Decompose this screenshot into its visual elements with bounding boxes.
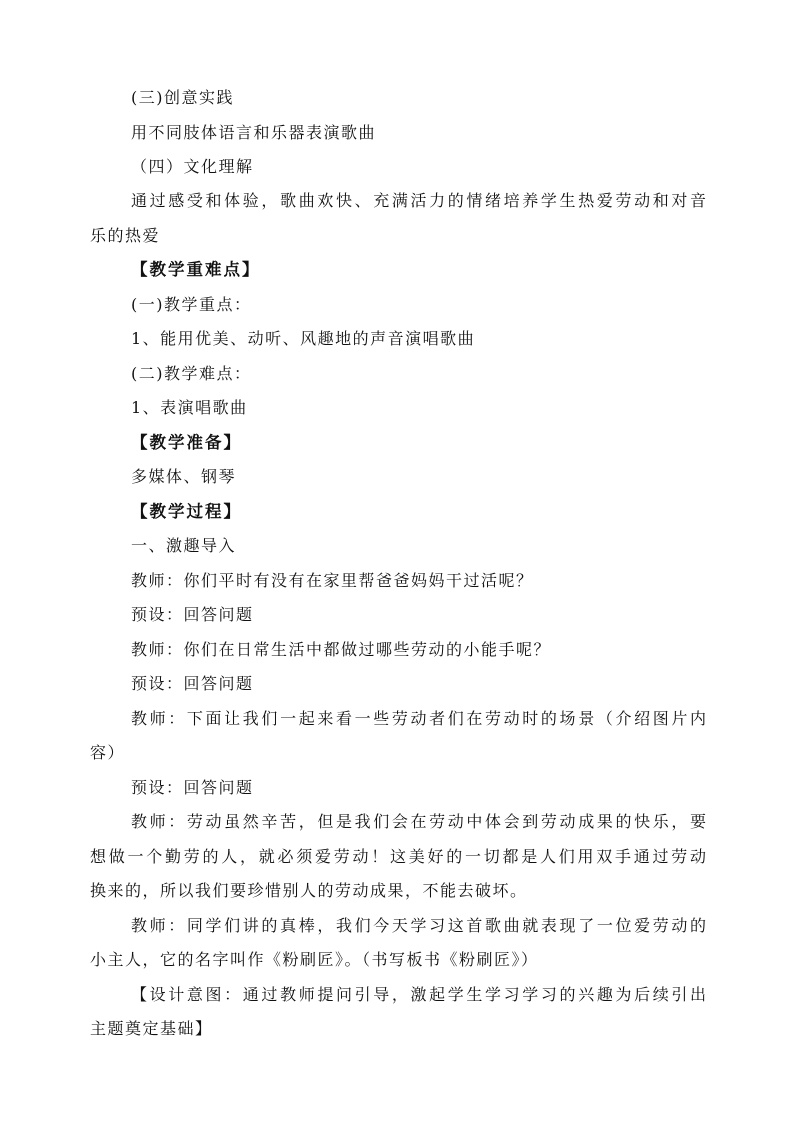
heading-key-difficult-points: 【教学重难点】	[131, 260, 261, 279]
subheading-intro: 一、激趣导入	[131, 536, 237, 555]
subheading-difficult-points: (二)教学难点：	[131, 364, 252, 383]
dialogue-line: 教师：你们平时有没有在家里帮爸爸妈妈干过活呢？	[131, 571, 534, 590]
list-item: 1、表演唱歌曲	[131, 398, 248, 417]
heading-teaching-preparation: 【教学准备】	[131, 433, 242, 452]
design-intent-line: 主题奠定基础】	[90, 1019, 213, 1038]
design-intent-line: 【设计意图：通过教师提问引导，激起学生学习学习的兴趣为后续引出	[131, 985, 706, 1004]
dialogue-line: 教师：劳动虽然辛苦，但是我们会在劳动中体会到劳动成果的快乐，要	[131, 812, 706, 831]
paragraph-line: 多媒体、钢琴	[131, 467, 237, 486]
dialogue-line: 小主人，它的名字叫作《粉刷匠》。（书写板书《粉刷匠》）	[90, 950, 539, 969]
paragraph-line: 通过感受和体验，歌曲欢快、充满活力的情绪培养学生热爱劳动和对音	[131, 191, 706, 210]
dialogue-line: 容）	[90, 743, 126, 762]
dialogue-line: 换来的，所以我们要珍惜别人的劳动成果，不能去破坏。	[90, 881, 528, 900]
dialogue-line: 预设：回答问题	[131, 605, 254, 624]
list-item: 1、能用优美、动听、风趣地的声音演唱歌曲	[131, 329, 476, 348]
section-heading-cultural-understanding: （四）文化理解	[131, 157, 254, 176]
paragraph-line: 乐的热爱	[90, 226, 161, 245]
dialogue-line: 教师：同学们讲的真棒，我们今天学习这首歌曲就表现了一位爱劳动的	[131, 916, 706, 935]
dialogue-line: 预设：回答问题	[131, 674, 254, 693]
dialogue-line: 想做一个勤劳的人，就必须爱劳动！这美好的一切都是人们用双手通过劳动	[90, 847, 706, 866]
paragraph-line: 用不同肢体语言和乐器表演歌曲	[131, 123, 377, 142]
subheading-key-points: (一)教学重点：	[131, 295, 252, 314]
section-heading-creative-practice: (三)创意实践	[131, 88, 234, 107]
dialogue-line: 教师：你们在日常生活中都做过哪些劳动的小能手呢？	[131, 640, 552, 659]
dialogue-line: 教师：下面让我们一起来看一些劳动者们在劳动时的场景（介绍图片内	[131, 709, 706, 728]
heading-teaching-process: 【教学过程】	[131, 502, 242, 521]
dialogue-line: 预设：回答问题	[131, 778, 254, 797]
